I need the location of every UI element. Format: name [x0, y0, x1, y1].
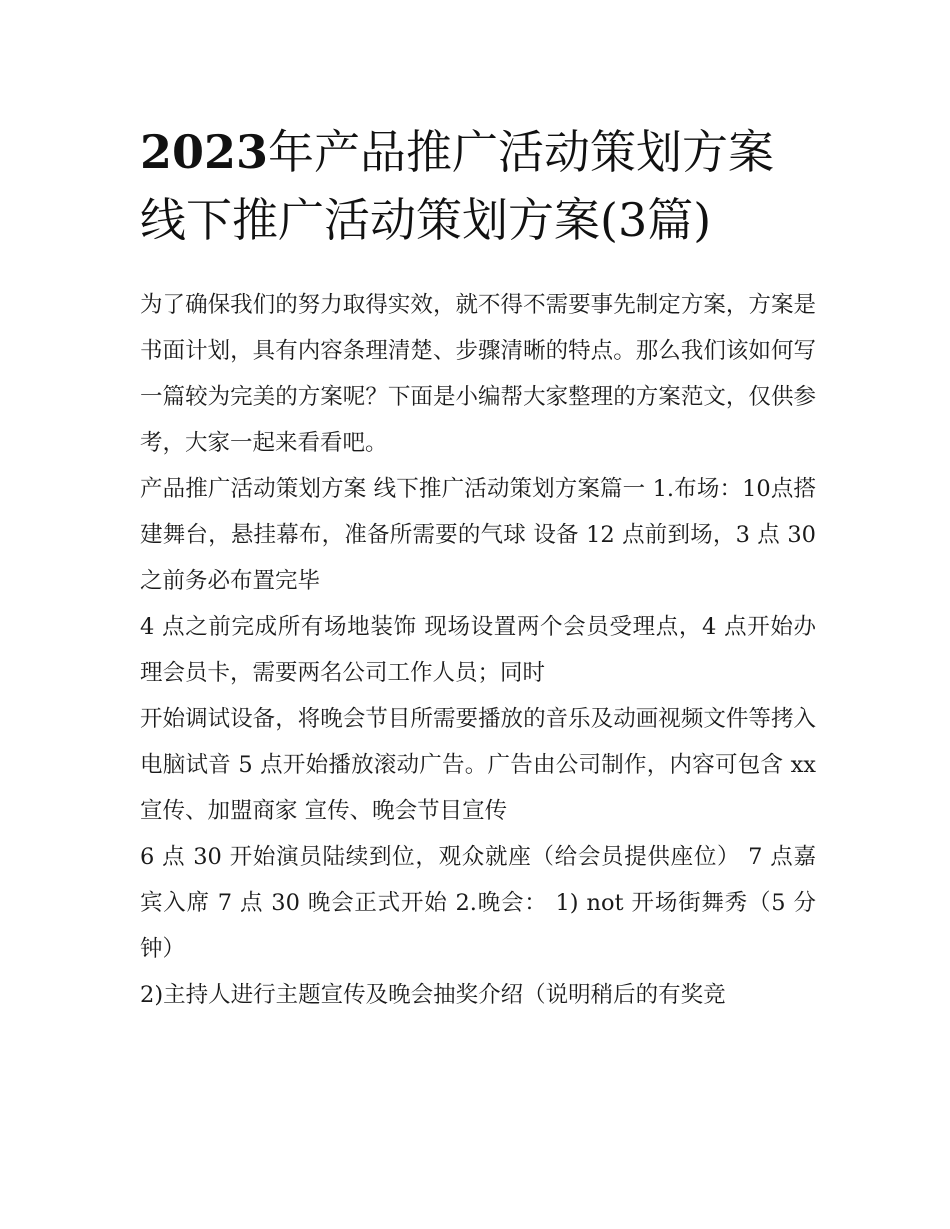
body-paragraph: 2)主持人进行主题宣传及晚会抽奖介绍（说明稍后的有奖竞 — [140, 982, 726, 1008]
document-body — [140, 282, 816, 1018]
document-title — [140, 118, 820, 254]
body-paragraph: 4 点之前完成所有场地装饰 现场设置两个会员受理点，4 点开始办理会员卡，需要两名公司工作人员；同时 — [140, 614, 816, 686]
body-paragraph: 产品推广活动策划方案 线下推广活动策划方案篇一 1.布场：10点搭建舞台，悬挂幕布，准备所需要的气球 设备 12 点前到场，3 点 30 之前务必布置完毕 — [140, 476, 816, 594]
body-paragraph: 6 点 30 开始演员陆续到位，观众就座（给会员提供座位） 7 点嘉宾入席 7 点 30 晚会正式开始 2.晚会： 1) not 开场街舞秀（5 分钟） — [140, 844, 816, 962]
title-year: 2023 — [140, 125, 269, 179]
intro-paragraph: 为了确保我们的努力取得实效，就不得不需要事先制定方案，方案是书面计划，具有内容条理清楚、步骤清晰的特点。那么我们该如何写一篇较为完美的方案呢？下面是小编帮大家整理的方案范文，仅供参考，大家一起来看看吧。 — [140, 292, 816, 456]
title-text: 年产品推广活动策划方案线下推广活动策划方案(3篇) — [140, 125, 775, 247]
body-paragraph: 开始调试设备，将晚会节目所需要播放的音乐及动画视频文件等拷入电脑试音 5 点开始播放滚动广告。广告由公司制作，内容可包含 xx 宣传、加盟商家 宣传、晚会节目宣传 — [140, 706, 816, 824]
